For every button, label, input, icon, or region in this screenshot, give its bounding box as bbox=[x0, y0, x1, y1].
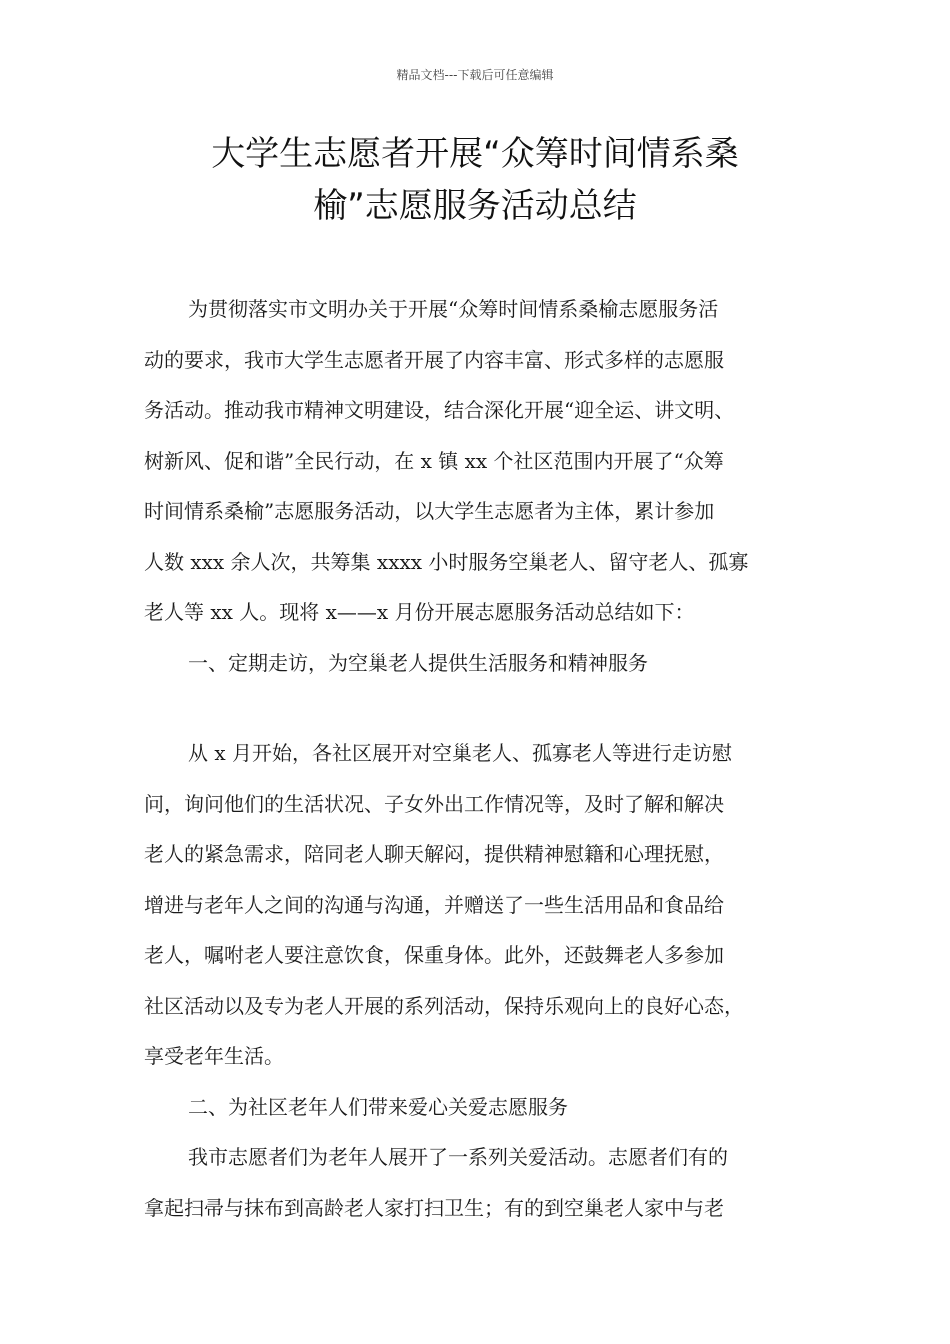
text-line: 拿起扫帚与抹布到高龄老人家打扫卫生；有的到空巢老人家中与老 bbox=[144, 1195, 724, 1220]
title-line: 榆”志愿服务活动总结 bbox=[313, 186, 637, 226]
text-line: 问，询问他们的生活状况、子女外出工作情况等，及时了解和解决 bbox=[144, 791, 724, 816]
heading-line: 二、为社区老年人们带来爱心关爱志愿服务 bbox=[188, 1094, 568, 1119]
text-line: 时间情系桑榆”志愿服务活动，以大学生志愿者为主体，累计参加 bbox=[144, 499, 715, 523]
paragraph-gap bbox=[144, 688, 816, 728]
paragraph-visits bbox=[144, 728, 816, 1082]
text-line: 动的要求，我市大学生志愿者开展了内容丰富、形式多样的志愿服 bbox=[144, 347, 724, 372]
paragraph-care bbox=[144, 1132, 816, 1233]
section-heading-2 bbox=[144, 1082, 816, 1133]
text-line: 人数 xxx 余人次，共筹集 xxxx 小时服务空巢老人、留守老人、孤寡 bbox=[144, 549, 749, 574]
text-line: 老人等 xx 人。现将 x——x 月份开展志愿服务活动总结如下： bbox=[144, 600, 695, 624]
text-line: 社区活动以及专为老人开展的系列活动，保持乐观向上的良好心态， bbox=[144, 993, 744, 1018]
header-note: 精品文档---下载后可任意编辑 bbox=[396, 68, 554, 82]
text-line: 老人的紧急需求，陪同老人聊天解闷，提供精神慰籍和心理抚慰， bbox=[144, 842, 724, 866]
document-body bbox=[144, 284, 816, 1233]
heading-line: 一、定期走访，为空巢老人提供生活服务和精神服务 bbox=[188, 650, 648, 675]
text-line: 增进与老年人之间的沟通与沟通，并赠送了一些生活用品和食品给 bbox=[144, 892, 724, 917]
text-line: 享受老年生活。 bbox=[144, 1044, 284, 1068]
text-line: 从 x 月开始，各社区展开对空巢老人、孤寡老人等进行走访慰 bbox=[188, 741, 732, 765]
paragraph-intro bbox=[144, 284, 816, 638]
document-title bbox=[120, 128, 830, 232]
text-line: 务活动。推动我市精神文明建设，结合深化开展“迎全运、讲文明、 bbox=[144, 398, 735, 422]
text-line: 树新风、促和谐”全民行动，在 x 镇 xx 个社区范围内开展了“众筹 bbox=[144, 448, 724, 473]
section-heading-1 bbox=[144, 638, 816, 689]
title-line: 大学生志愿者开展“众筹时间情系桑 bbox=[211, 134, 739, 174]
text-line: 为贯彻落实市文明办关于开展“众筹时间情系桑榆志愿服务活 bbox=[188, 297, 719, 321]
text-line: 老人，嘱咐老人要注意饮食，保重身体。此外，还鼓舞老人多参加 bbox=[144, 943, 724, 967]
text-line: 我市志愿者们为老年人展开了一系列关爱活动。志愿者们有的 bbox=[188, 1145, 728, 1169]
